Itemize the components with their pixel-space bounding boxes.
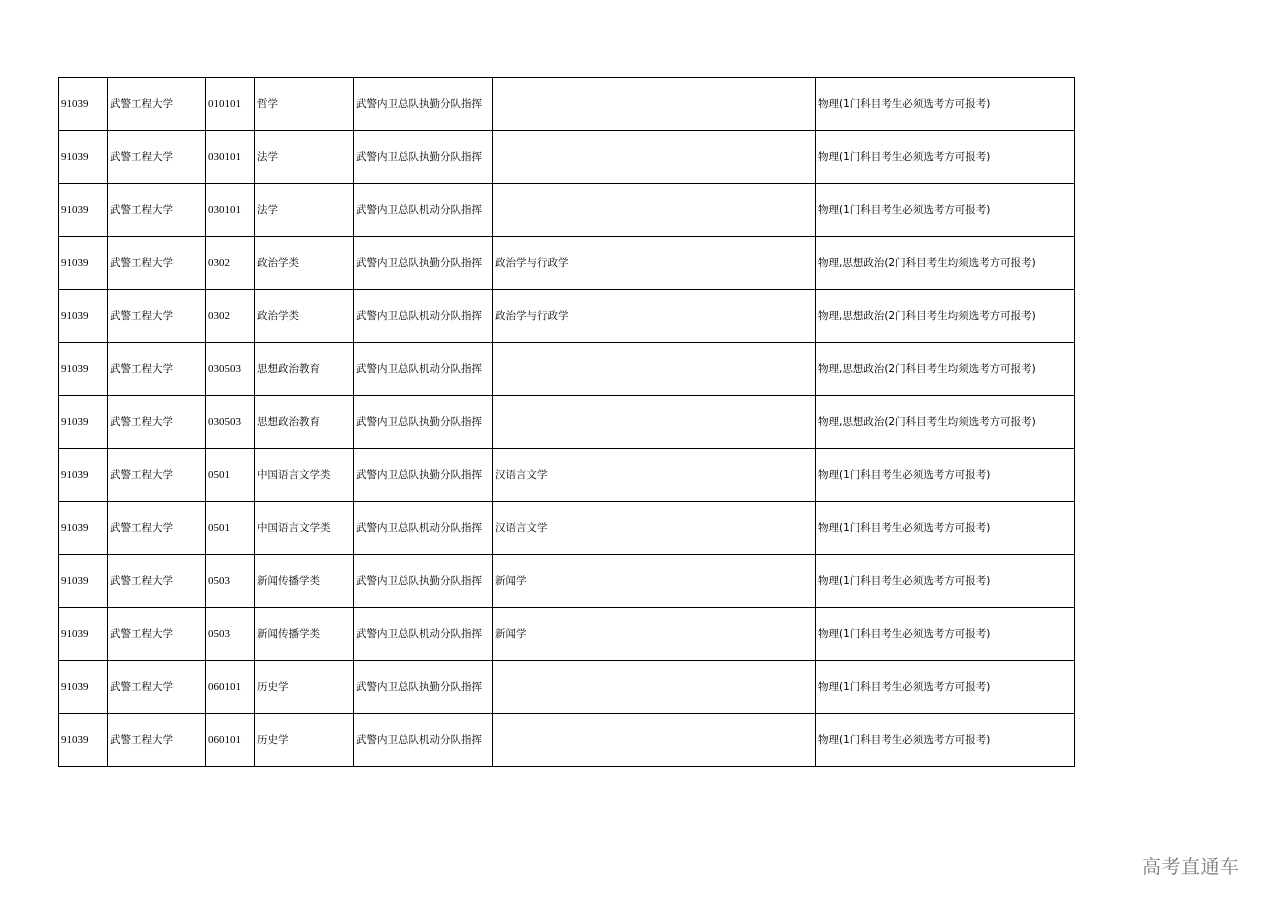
major-code-cell: 0501 bbox=[206, 502, 255, 555]
major-code-cell: 030101 bbox=[206, 131, 255, 184]
school-code-cell: 91039 bbox=[59, 237, 108, 290]
table-row bbox=[59, 78, 1075, 131]
major-name-cell: 政治学类 bbox=[255, 237, 354, 290]
major-code-cell: 010101 bbox=[206, 78, 255, 131]
school-name-cell: 武警工程大学 bbox=[108, 396, 206, 449]
major-code-cell: 060101 bbox=[206, 714, 255, 767]
school-name-cell: 武警工程大学 bbox=[108, 449, 206, 502]
table-body bbox=[59, 78, 1075, 767]
sub-major-cell: 政治学与行政学 bbox=[493, 290, 816, 343]
direction-cell: 武警内卫总队执勤分队指挥 bbox=[354, 131, 493, 184]
school-name-cell: 武警工程大学 bbox=[108, 237, 206, 290]
major-name-cell: 历史学 bbox=[255, 714, 354, 767]
subject-requirement-cell: 物理(1门科目考生必须选考方可报考) bbox=[816, 449, 1075, 502]
school-name-cell: 武警工程大学 bbox=[108, 184, 206, 237]
school-code-cell: 91039 bbox=[59, 502, 108, 555]
school-code-cell: 91039 bbox=[59, 608, 108, 661]
school-code-cell: 91039 bbox=[59, 78, 108, 131]
direction-cell: 武警内卫总队执勤分队指挥 bbox=[354, 237, 493, 290]
subject-requirement-cell: 物理,思想政治(2门科目考生均须选考方可报考) bbox=[816, 290, 1075, 343]
direction-cell: 武警内卫总队执勤分队指挥 bbox=[354, 449, 493, 502]
direction-cell: 武警内卫总队机动分队指挥 bbox=[354, 290, 493, 343]
subject-requirement-cell: 物理(1门科目考生必须选考方可报考) bbox=[816, 131, 1075, 184]
major-name-cell: 哲学 bbox=[255, 78, 354, 131]
sub-major-cell: 新闻学 bbox=[493, 608, 816, 661]
major-name-cell: 思想政治教育 bbox=[255, 396, 354, 449]
table-row bbox=[59, 290, 1075, 343]
direction-cell: 武警内卫总队执勤分队指挥 bbox=[354, 78, 493, 131]
watermark-text: 高考直通车 bbox=[1142, 856, 1240, 878]
school-name-cell: 武警工程大学 bbox=[108, 555, 206, 608]
subject-requirement-cell: 物理(1门科目考生必须选考方可报考) bbox=[816, 608, 1075, 661]
school-name-cell: 武警工程大学 bbox=[108, 714, 206, 767]
subject-requirement-cell: 物理,思想政治(2门科目考生均须选考方可报考) bbox=[816, 396, 1075, 449]
school-name-cell: 武警工程大学 bbox=[108, 343, 206, 396]
subject-requirement-cell: 物理(1门科目考生必须选考方可报考) bbox=[816, 555, 1075, 608]
subject-requirement-cell: 物理,思想政治(2门科目考生均须选考方可报考) bbox=[816, 343, 1075, 396]
major-name-cell: 政治学类 bbox=[255, 290, 354, 343]
school-code-cell: 91039 bbox=[59, 343, 108, 396]
major-code-cell: 0302 bbox=[206, 237, 255, 290]
admission-requirements-table bbox=[58, 77, 1075, 767]
major-code-cell: 0503 bbox=[206, 555, 255, 608]
sub-major-cell bbox=[493, 661, 816, 714]
subject-requirement-cell: 物理(1门科目考生必须选考方可报考) bbox=[816, 184, 1075, 237]
subject-requirement-cell: 物理(1门科目考生必须选考方可报考) bbox=[816, 714, 1075, 767]
major-name-cell: 新闻传播学类 bbox=[255, 608, 354, 661]
table-row bbox=[59, 449, 1075, 502]
direction-cell: 武警内卫总队执勤分队指挥 bbox=[354, 555, 493, 608]
school-code-cell: 91039 bbox=[59, 661, 108, 714]
table-row bbox=[59, 608, 1075, 661]
major-name-cell: 法学 bbox=[255, 131, 354, 184]
table-row bbox=[59, 714, 1075, 767]
school-code-cell: 91039 bbox=[59, 714, 108, 767]
sub-major-cell bbox=[493, 78, 816, 131]
major-code-cell: 030503 bbox=[206, 343, 255, 396]
major-code-cell: 030503 bbox=[206, 396, 255, 449]
school-code-cell: 91039 bbox=[59, 396, 108, 449]
sub-major-cell bbox=[493, 131, 816, 184]
table-row bbox=[59, 661, 1075, 714]
sub-major-cell bbox=[493, 396, 816, 449]
subject-requirement-cell: 物理(1门科目考生必须选考方可报考) bbox=[816, 661, 1075, 714]
sub-major-cell bbox=[493, 714, 816, 767]
subject-requirement-cell: 物理(1门科目考生必须选考方可报考) bbox=[816, 78, 1075, 131]
direction-cell: 武警内卫总队机动分队指挥 bbox=[354, 608, 493, 661]
direction-cell: 武警内卫总队机动分队指挥 bbox=[354, 184, 493, 237]
subject-requirement-cell: 物理(1门科目考生必须选考方可报考) bbox=[816, 502, 1075, 555]
major-code-cell: 0501 bbox=[206, 449, 255, 502]
school-name-cell: 武警工程大学 bbox=[108, 78, 206, 131]
table-row bbox=[59, 555, 1075, 608]
major-name-cell: 中国语言文学类 bbox=[255, 449, 354, 502]
school-code-cell: 91039 bbox=[59, 184, 108, 237]
table-row bbox=[59, 396, 1075, 449]
direction-cell: 武警内卫总队机动分队指挥 bbox=[354, 714, 493, 767]
major-name-cell: 思想政治教育 bbox=[255, 343, 354, 396]
major-code-cell: 060101 bbox=[206, 661, 255, 714]
table-row bbox=[59, 131, 1075, 184]
school-name-cell: 武警工程大学 bbox=[108, 502, 206, 555]
sub-major-cell bbox=[493, 184, 816, 237]
major-name-cell: 历史学 bbox=[255, 661, 354, 714]
school-code-cell: 91039 bbox=[59, 449, 108, 502]
direction-cell: 武警内卫总队机动分队指挥 bbox=[354, 502, 493, 555]
major-name-cell: 新闻传播学类 bbox=[255, 555, 354, 608]
table-row bbox=[59, 184, 1075, 237]
direction-cell: 武警内卫总队机动分队指挥 bbox=[354, 343, 493, 396]
school-name-cell: 武警工程大学 bbox=[108, 661, 206, 714]
school-code-cell: 91039 bbox=[59, 555, 108, 608]
school-name-cell: 武警工程大学 bbox=[108, 608, 206, 661]
table-row bbox=[59, 502, 1075, 555]
direction-cell: 武警内卫总队执勤分队指挥 bbox=[354, 661, 493, 714]
major-name-cell: 中国语言文学类 bbox=[255, 502, 354, 555]
major-code-cell: 0302 bbox=[206, 290, 255, 343]
school-code-cell: 91039 bbox=[59, 290, 108, 343]
school-code-cell: 91039 bbox=[59, 131, 108, 184]
subject-requirement-cell: 物理,思想政治(2门科目考生均须选考方可报考) bbox=[816, 237, 1075, 290]
school-name-cell: 武警工程大学 bbox=[108, 131, 206, 184]
sub-major-cell bbox=[493, 343, 816, 396]
sub-major-cell: 新闻学 bbox=[493, 555, 816, 608]
table-row bbox=[59, 343, 1075, 396]
sub-major-cell: 汉语言文学 bbox=[493, 449, 816, 502]
sub-major-cell: 政治学与行政学 bbox=[493, 237, 816, 290]
school-name-cell: 武警工程大学 bbox=[108, 290, 206, 343]
direction-cell: 武警内卫总队执勤分队指挥 bbox=[354, 396, 493, 449]
major-code-cell: 030101 bbox=[206, 184, 255, 237]
major-name-cell: 法学 bbox=[255, 184, 354, 237]
sub-major-cell: 汉语言文学 bbox=[493, 502, 816, 555]
major-code-cell: 0503 bbox=[206, 608, 255, 661]
table-row bbox=[59, 237, 1075, 290]
